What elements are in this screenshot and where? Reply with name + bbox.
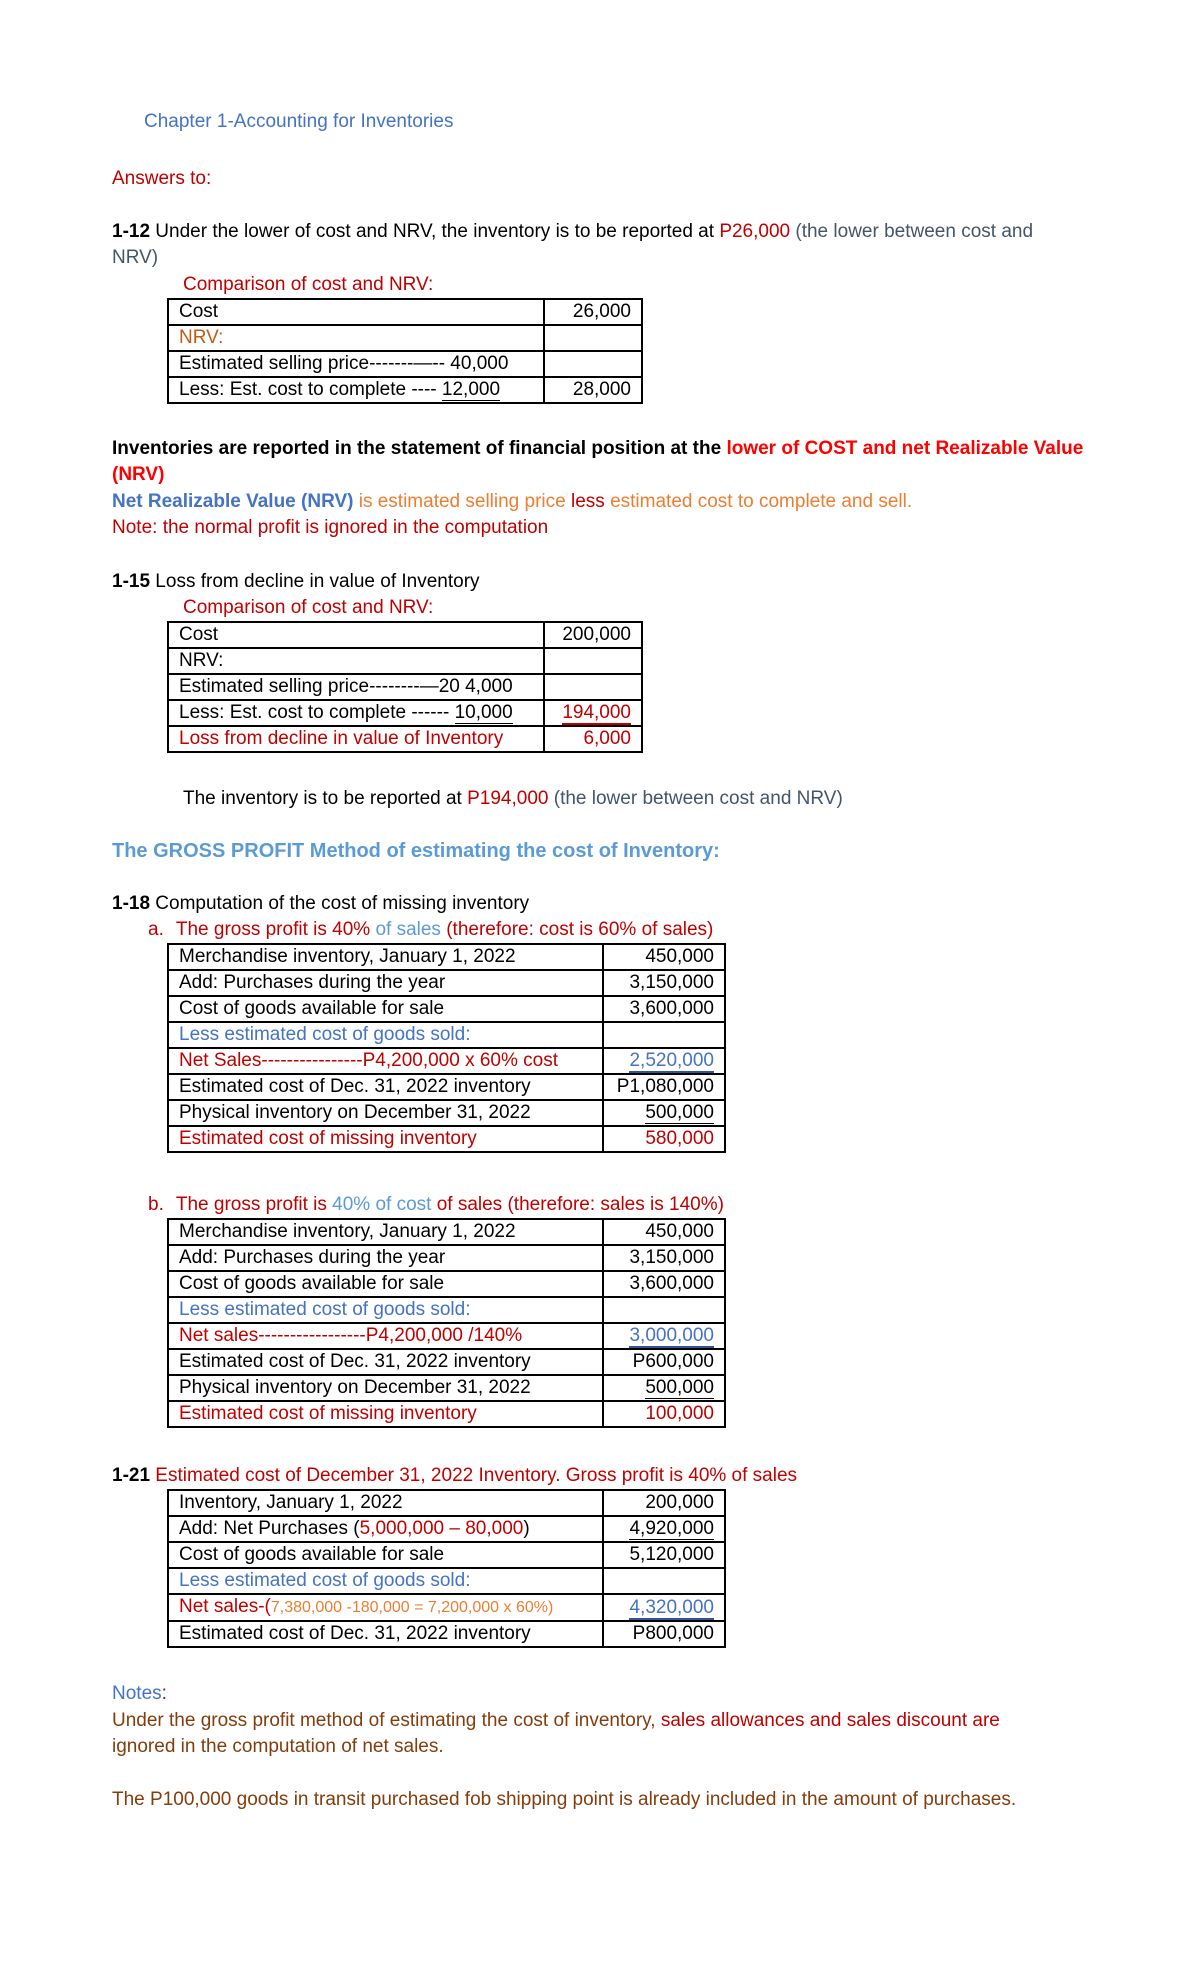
problem-1-21-text: 1-21 Estimated cost of December 31, 2022 Inventory. Gross profit is 40% of sales — [112, 1465, 798, 1486]
table-row: Merchandise inventory, January 1, 2022 450,000 — [168, 1219, 725, 1245]
table-row: Physical inventory on December 31, 2022 500,000 — [168, 1375, 725, 1401]
table-row: Merchandise inventory, January 1, 2022 450,000 — [168, 944, 725, 970]
note-1-line-2: ignored in the computation of net sales. — [112, 1736, 444, 1757]
table-row: Add: Purchases during the year 3,150,000 — [168, 1245, 725, 1271]
table-row: Inventory, January 1, 2022 200,000 — [168, 1490, 725, 1516]
problem-1-12-text: 1-12 Under the lower of cost and NRV, the inventory is to be reported at P26,000 (the lower between cost and — [112, 221, 1034, 242]
table-row: Less estimated cost of goods sold: — [168, 1568, 725, 1594]
table-row: Estimated cost of Dec. 31, 2022 inventory P600,000 — [168, 1349, 725, 1375]
table-row: Estimated cost of missing inventory 580,000 — [168, 1126, 725, 1152]
table-row: Less: Est. cost to complete ------ 10,000 194,000 — [168, 700, 642, 726]
table-1-12 — [167, 298, 643, 404]
comparison-title-1-15: Comparison of cost and NRV: — [183, 597, 434, 618]
table-row: Cost of goods available for sale 3,600,000 — [168, 1271, 725, 1297]
normal-profit-note: Note: the normal profit is ignored in the computation — [112, 517, 549, 538]
table-row: Add: Net Purchases (5,000,000 – 80,000) 4,920,000 — [168, 1516, 725, 1542]
rule-line-2: (NRV) — [112, 464, 165, 485]
note-2: The P100,000 goods in transit purchased fob shipping point is already included in the amount of purchases. — [112, 1789, 1017, 1810]
table-row: Loss from decline in value of Inventory 6,000 — [168, 726, 642, 752]
rule-line-1: Inventories are reported in the statement of financial position at the lower of COST and net Realizable Value — [112, 438, 1084, 459]
answers-heading: Answers to: — [112, 168, 212, 189]
table-row: Estimated selling price-------—-- 40,000 — [168, 351, 642, 377]
table-row: Estimated cost of Dec. 31, 2022 inventory P1,080,000 — [168, 1074, 725, 1100]
table-row: Estimated cost of missing inventory 100,000 — [168, 1401, 725, 1427]
table-row: NRV: — [168, 325, 642, 351]
comparison-title-1-12: Comparison of cost and NRV: — [183, 274, 434, 295]
table-row: Net Sales----------------P4,200,000 x 60% cost 2,520,000 — [168, 1048, 725, 1074]
conclusion-1-15: The inventory is to be reported at P194,000 (the lower between cost and NRV) — [183, 788, 843, 809]
part-b-heading: b. The gross profit is 40% of cost of sales (therefore: sales is 140%) — [148, 1194, 724, 1215]
table-row: Estimated selling price--------—20 4,000 — [168, 674, 642, 700]
table-1-21 — [167, 1489, 726, 1648]
table-row: Add: Purchases during the year 3,150,000 — [168, 970, 725, 996]
table-1-18-a — [167, 943, 726, 1153]
table-row: Less: Est. cost to complete ---- 12,000 28,000 — [168, 377, 642, 403]
table-row: Cost of goods available for sale 5,120,000 — [168, 1542, 725, 1568]
notes-heading: Notes: — [112, 1683, 167, 1704]
table-row: Cost of goods available for sale 3,600,000 — [168, 996, 725, 1022]
gross-profit-heading: The GROSS PROFIT Method of estimating the cost of Inventory: — [112, 840, 720, 862]
table-1-15 — [167, 621, 643, 753]
table-row: Cost 26,000 — [168, 299, 642, 325]
note-1-line-1: Under the gross profit method of estimating the cost of inventory, sales allowances and sales discount are — [112, 1710, 1000, 1731]
table-row: Less estimated cost of goods sold: — [168, 1022, 725, 1048]
part-a-heading: a. The gross profit is 40% of sales (therefore: cost is 60% of sales) — [148, 919, 714, 940]
problem-1-15-text: 1-15 Loss from decline in value of Inventory — [112, 571, 480, 592]
table-row: Estimated cost of Dec. 31, 2022 inventory P800,000 — [168, 1621, 725, 1647]
table-row: Less estimated cost of goods sold: — [168, 1297, 725, 1323]
problem-1-18-text: 1-18 Computation of the cost of missing inventory — [112, 893, 530, 914]
table-row: Net sales-(7,380,000 -180,000 = 7,200,000 x 60%) 4,320,000 — [168, 1594, 725, 1621]
nrv-definition: Net Realizable Value (NRV) is estimated selling price less estimated cost to complete and sell. — [112, 491, 913, 512]
table-row: Physical inventory on December 31, 2022 500,000 — [168, 1100, 725, 1126]
table-row: Net sales-----------------P4,200,000 /140% 3,000,000 — [168, 1323, 725, 1349]
table-row: NRV: — [168, 648, 642, 674]
table-1-18-b — [167, 1218, 726, 1428]
chapter-title: Chapter 1-Accounting for Inventories — [144, 111, 454, 132]
table-row: Cost 200,000 — [168, 622, 642, 648]
problem-1-12-text-cont: NRV) — [112, 247, 159, 268]
